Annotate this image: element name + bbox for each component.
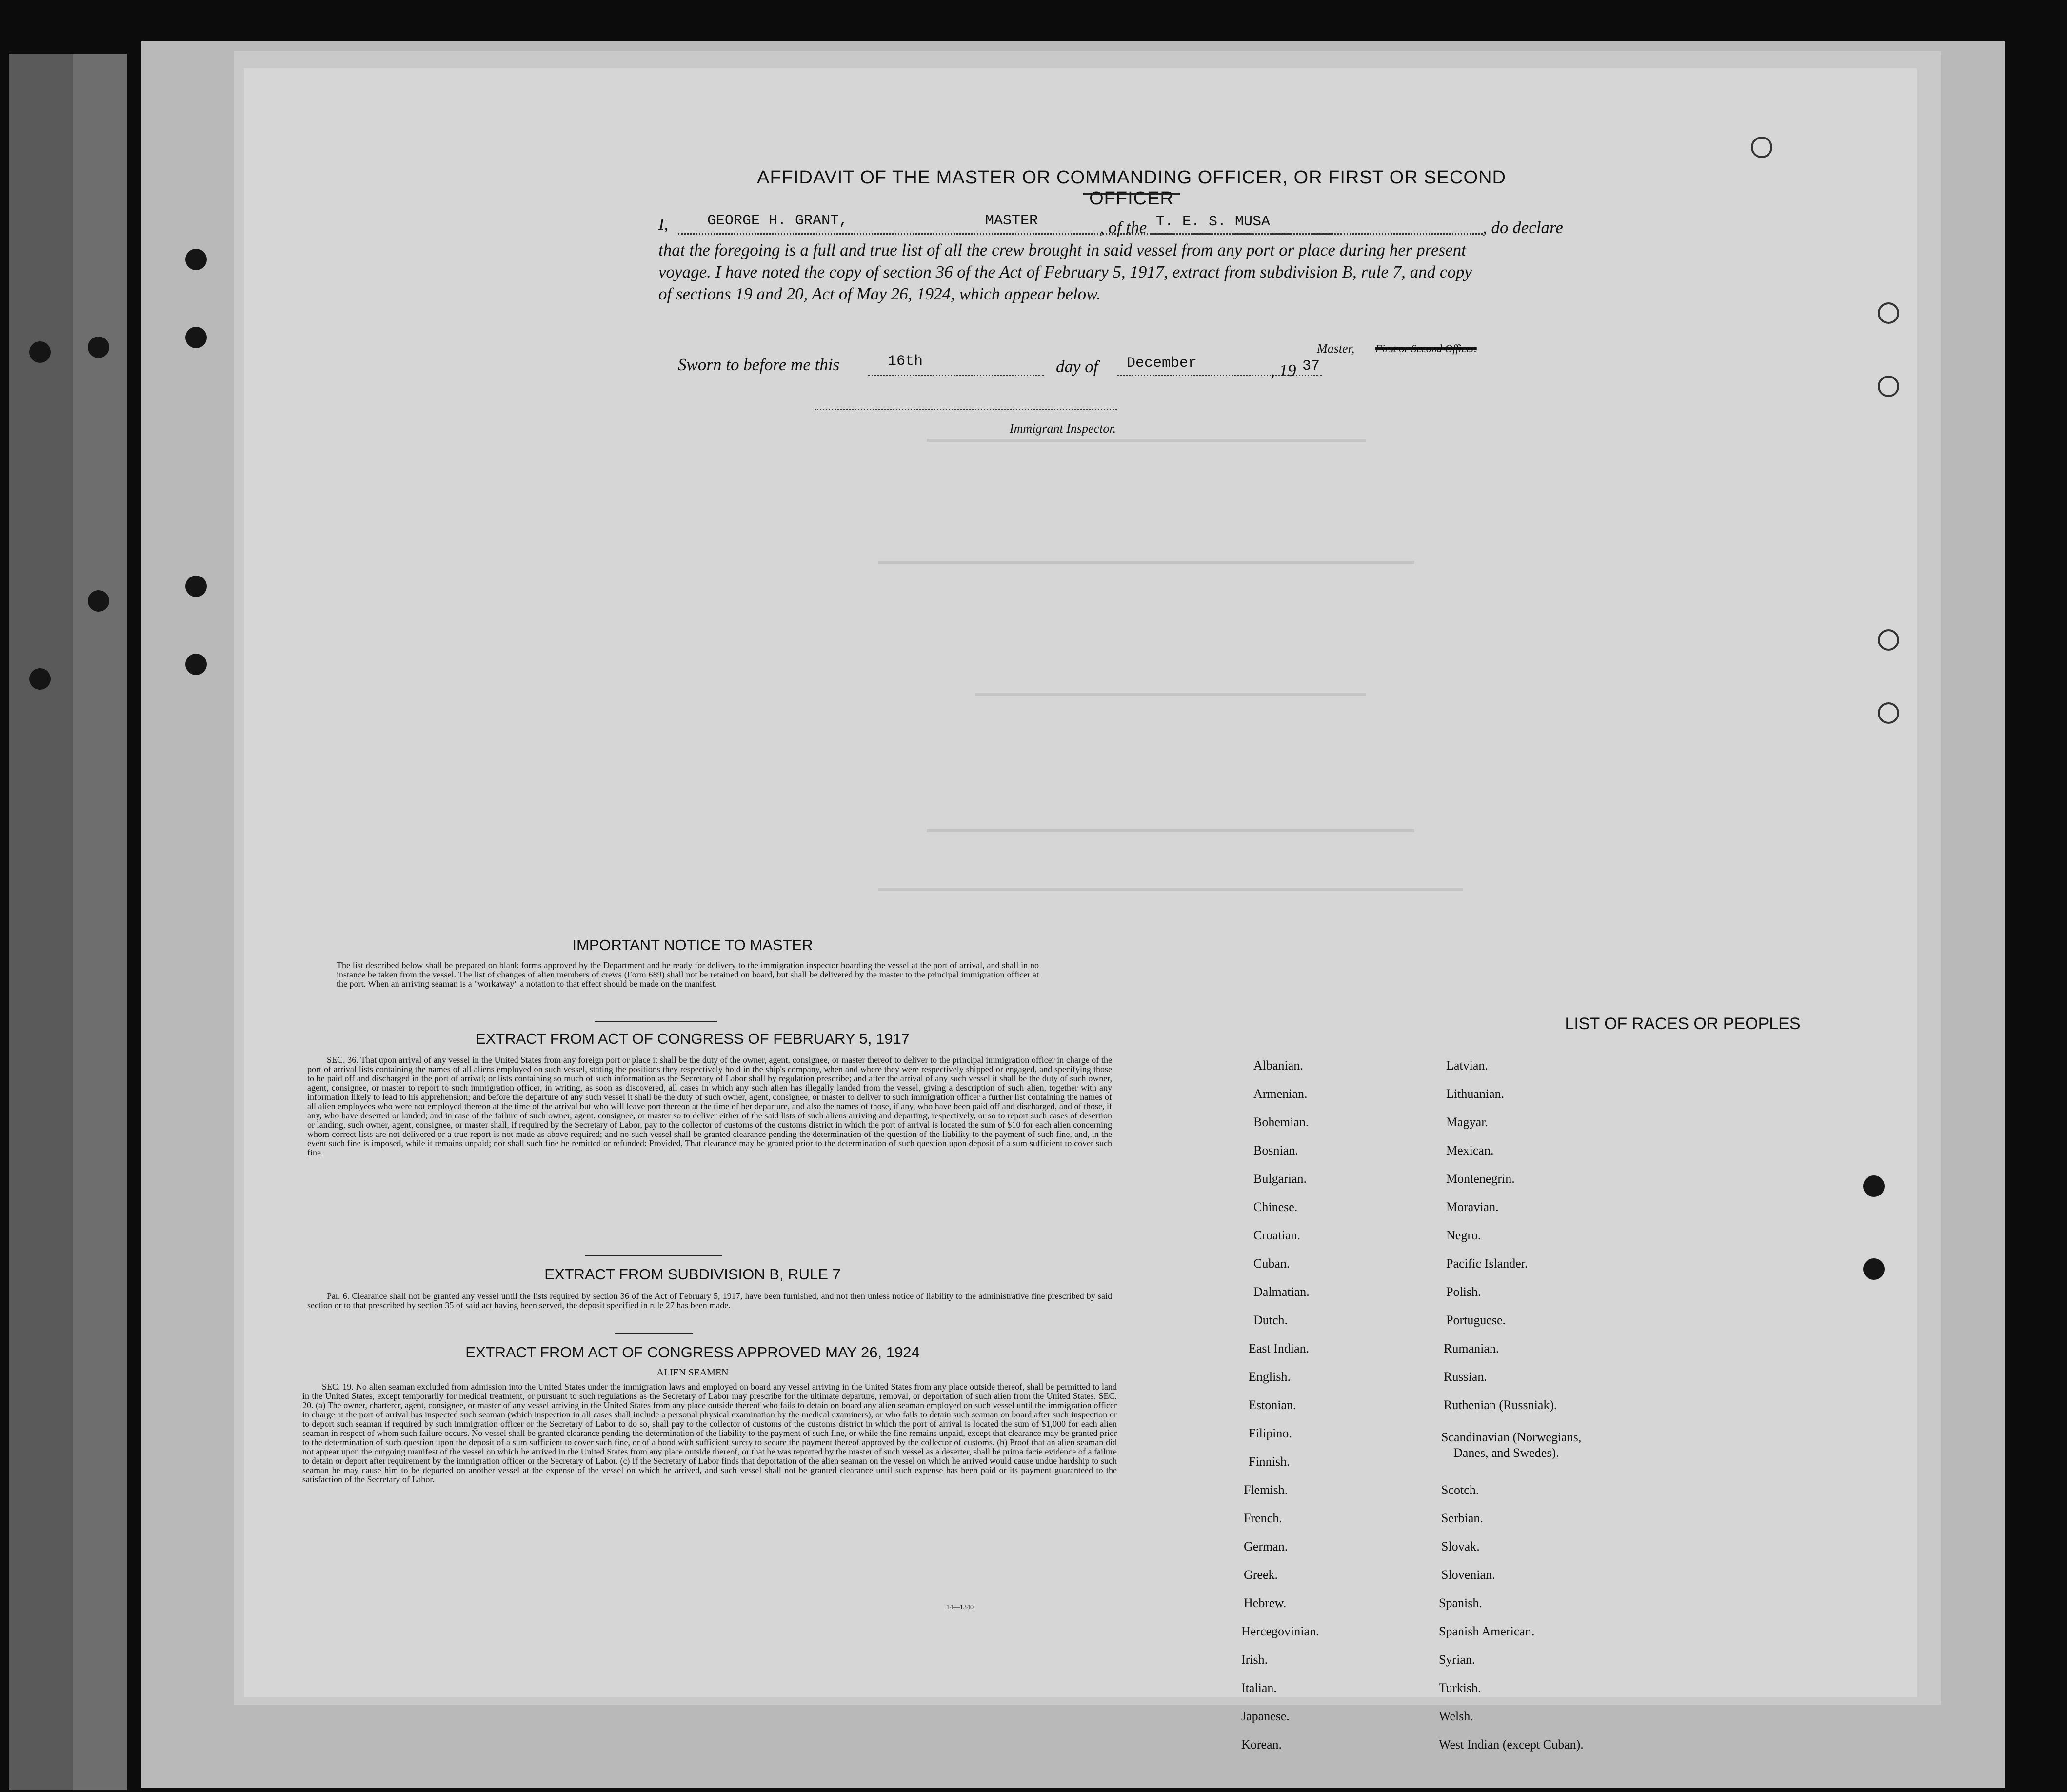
extract-1924-title: EXTRACT FROM ACT OF CONGRESS APPROVED MAY 26, 1924 — [465, 1344, 920, 1361]
bleed-through-line — [878, 888, 1463, 891]
race-right: Slovak. — [1441, 1539, 1480, 1553]
race-left: Dalmatian. — [1253, 1285, 1310, 1299]
extract-rule7-title: EXTRACT FROM SUBDIVISION B, RULE 7 — [544, 1266, 841, 1283]
race-right: West Indian (except Cuban). — [1439, 1737, 1584, 1752]
alien-seamen-subtitle: ALIEN SEAMEN — [656, 1367, 729, 1378]
day-of-label: day of — [1056, 357, 1098, 376]
struck-officer-text: First or Second Officer. — [1375, 342, 1477, 355]
race-left: Flemish. — [1244, 1483, 1288, 1497]
race-left: Finnish. — [1249, 1454, 1290, 1469]
punch-hole-icon — [185, 654, 207, 675]
race-right: Lithuanian. — [1446, 1087, 1505, 1101]
officer-rank: MASTER — [985, 213, 1038, 229]
punch-hole-icon — [1878, 376, 1899, 397]
race-right: Russian. — [1444, 1370, 1487, 1384]
race-left: Dutch. — [1253, 1313, 1288, 1327]
notice-text: The list described below shall be prepared on blank forms approved by the Department and be ready for delivery to the immigration inspector boarding the vessel at the port of arrival, and shall in no instance be taken from the vessel. The list of changes of alien members of crews (Form 689) shall not be retained on board, but shall be delivered by the master to the principal immigration officer at the port. When an arriving seaman is a "workaway" a notation to that effect should be made on the manifest. — [337, 960, 1039, 989]
punch-hole-icon — [1878, 629, 1899, 651]
race-left: Croatian. — [1253, 1228, 1301, 1242]
declare-label: , do declare — [1483, 218, 1563, 237]
race-right: Scandinavian (Norwegians, — [1441, 1430, 1582, 1444]
of-the-label: , of the — [1100, 218, 1147, 237]
vessel-blank — [1151, 233, 1483, 235]
binder-edge — [73, 54, 127, 1790]
race-left: Korean. — [1241, 1737, 1282, 1752]
race-left: German. — [1244, 1539, 1288, 1553]
race-right: Turkish. — [1439, 1681, 1481, 1695]
race-left: Hercegovinian. — [1241, 1624, 1319, 1638]
bleed-through-line — [878, 561, 1414, 564]
declaration-line: of sections 19 and 20, Act of May 26, 1924, which appear below. — [658, 284, 1101, 303]
title-rule — [1083, 193, 1180, 195]
binder-hole-icon — [88, 337, 109, 358]
section-rule — [615, 1333, 693, 1334]
race-left: East Indian. — [1249, 1341, 1310, 1355]
race-left: Estonian. — [1249, 1398, 1296, 1412]
race-right: Portuguese. — [1446, 1313, 1506, 1327]
punch-hole-icon — [1751, 137, 1772, 158]
race-right: Danes, and Swedes). — [1453, 1446, 1559, 1460]
declaration-text — [658, 239, 1809, 305]
race-left: Italian. — [1241, 1681, 1277, 1695]
declaration-line: that the foregoing is a full and true list of all the crew brought in said vessel from any port or place during her present — [658, 240, 1466, 259]
race-right: Spanish. — [1439, 1596, 1482, 1610]
race-right: Welsh. — [1439, 1709, 1473, 1723]
affidavit-title: AFFIDAVIT OF THE MASTER OR COMMANDING OFFICER, OR FIRST OR SECOND OFFICER — [757, 167, 1506, 209]
notice-title: IMPORTANT NOTICE TO MASTER — [572, 936, 813, 954]
race-left: Bosnian. — [1253, 1143, 1298, 1157]
race-left: Albanian. — [1253, 1058, 1303, 1073]
race-left: Bohemian. — [1253, 1115, 1309, 1129]
race-right: Polish. — [1446, 1285, 1481, 1299]
race-right: Montenegrin. — [1446, 1172, 1515, 1186]
day-blank — [868, 375, 1044, 376]
race-left: Irish. — [1241, 1653, 1268, 1667]
extract-1917-text: SEC. 36. That upon arrival of any vessel in the United States from any foreign port or place it shall be the duty of the owner, agent, consignee, or master thereof to deliver to the principal immigration officer in charge of the port of arrival lists containing the names of all aliens employed on such vessel, stating the positions they respectively hold in the ship's company, when and where they were respectively shipped or engaged, and specifying those to be paid off and discharged in the port of arrival; or lists containing so much of such information as the Secretary of Labor shall by regulation prescribe; and after the arrival of any such vessel it shall be the duty of such owner, agent, consignee, or master to report to such immigration officer, in writing, as soon as discovered, all cases in which any such alien has illegally landed from the vessel, giving a description of such alien, together with any information likely to lead to his apprehension; and before the departure of any such vessel it shall be the duty of such owner, agent, consignee, or master to deliver to such immigration officer a further list containing the names of all alien employees who were not employed thereon at the time of the arrival but who will leave port thereon at the time of her departure, and also the names of those, if any, who have been paid off and discharged, and of those, if any, who have deserted or landed; and in case of the failure of such owner, agent, consignee, or master so to deliver either of the said lists of such aliens arriving and departing, respectively, or so to report such cases of desertion or landing, such owner, agent, consignee, or master shall, if required by the Secretary of Labor, pay to the collector of customs of the customs district in which the port of arrival is located the sum of $10 for each alien concerning whom correct lists are not delivered or a true report is not made as above required; and no such vessel shall be granted clearance pending the determination of the question of the liability to the payment of such fine, and, in the event such fine is imposed, while it remains unpaid; nor shall such fine be remitted or refunded: Provided, That clearance may be granted prior to the determination of such question upon deposit of a sum sufficient to cover such fine. — [307, 1055, 1112, 1157]
punch-hole-icon — [1878, 702, 1899, 724]
section-rule — [595, 1021, 717, 1022]
bleed-through-line — [927, 439, 1366, 442]
inspector-signature-line — [815, 409, 1117, 410]
races-title: LIST OF RACES OR PEOPLES — [1565, 1015, 1801, 1033]
sworn-year: 37 — [1302, 358, 1320, 375]
punch-hole-icon — [185, 576, 207, 597]
race-left: Bulgarian. — [1253, 1172, 1307, 1186]
race-right: Serbian. — [1441, 1511, 1483, 1525]
race-right: Rumanian. — [1444, 1341, 1499, 1355]
race-right: Syrian. — [1439, 1653, 1475, 1667]
race-left: Greek. — [1244, 1568, 1278, 1582]
race-right: Slovenian. — [1441, 1568, 1495, 1582]
binder-hole-icon — [88, 590, 109, 612]
punch-hole-icon — [185, 327, 207, 348]
extract-1917-title: EXTRACT FROM ACT OF CONGRESS OF FEBRUARY 5, 1917 — [475, 1030, 910, 1047]
race-right: Moravian. — [1446, 1200, 1499, 1214]
binder-hole-icon — [29, 341, 51, 363]
form-number: 14—1340 — [946, 1604, 974, 1611]
extract-rule7-text: Par. 6. Clearance shall not be granted any vessel until the lists required by section 36 of the Act of February 5, 1917, have been furnished, and not then unless notice of liability to the administrative fine prescribed by said section or to that prescribed by section 35 of said act having been served, the deposit specified in rule 27 has been made. — [307, 1291, 1112, 1310]
bleed-through-line — [927, 829, 1414, 832]
inspector-label: Immigrant Inspector. — [1010, 421, 1116, 436]
race-right: Negro. — [1446, 1228, 1481, 1242]
race-right: Magyar. — [1446, 1115, 1488, 1129]
race-right: Pacific Islander. — [1446, 1256, 1528, 1271]
punch-hole-icon — [1878, 302, 1899, 324]
declaration-line: voyage. I have noted the copy of section 36 of the Act of February 5, 1917, extract from subdivision B, rule 7, and copy — [658, 262, 1472, 281]
race-right: Ruthenian (Russniak). — [1444, 1398, 1557, 1412]
race-right: Latvian. — [1446, 1058, 1488, 1073]
race-left: Hebrew. — [1244, 1596, 1287, 1610]
race-left: Japanese. — [1241, 1709, 1290, 1723]
punch-hole-icon — [1863, 1175, 1885, 1197]
sworn-label: Sworn to before me this — [678, 355, 840, 374]
year-prefix: , 19 — [1271, 361, 1296, 380]
punch-hole-icon — [1863, 1258, 1885, 1280]
race-left: Cuban. — [1253, 1256, 1290, 1271]
race-right: Spanish American. — [1439, 1624, 1535, 1638]
officer-name: GEORGE H. GRANT, — [707, 213, 848, 229]
i-label: I, — [658, 215, 669, 234]
master-label: Master, — [1317, 341, 1355, 356]
race-right: Mexican. — [1446, 1143, 1494, 1157]
affidavit-page — [244, 68, 1917, 1752]
extract-1924-text: SEC. 19. No alien seaman excluded from admission into the United States under the immigration laws and employed on board any vessel arriving in the United States from any place outside thereof, shall be permitted to land in the United States, except temporarily for medical treatment, or pursuant to such regulations as the Secretary of Labor may prescribe for the ultimate departure, removal, or deportation of such alien from the United States. SEC. 20. (a) The owner, charterer, agent, consignee, or master of any vessel arriving in the United States from any place outside thereof who fails to detain on board any alien seaman employed on such vessel until the immigration officer in charge at the port of arrival has inspected such seaman (which inspection in all cases shall include a personal physical examination by the medical examiners), or who fails to detain such seaman on board after such inspection or to deport such seaman if required by such immigration officer or the Secretary of Labor to do so, shall pay to the collector of customs of the customs district in which the port of arrival is located the sum of $1,000 for each alien seaman in respect of whom such failure occurs. No vessel shall be granted clearance pending the determination of the liability to the payment of such fine, or while the fine remains unpaid, except that clearance may be granted prior to the determination of such question upon the deposit of a sum sufficient to cover such fine, or of a bond with sufficient surety to secure the payment thereof approved by the collector of customs. (b) Proof that an alien seaman did not appear upon the outgoing manifest of the vessel on which he arrived in the United States from any place outside thereof, or that he was reported by the master of such vessel as a deserter, shall be prima facie evidence of a failure to detain or deport after requirement by the immigration officer or the Secretary of Labor. (c) If the Secretary of Labor finds that deportation of the alien seaman on the vessel on which he arrived would cause undue hardship to such seaman he may cause him to be deported on another vessel at the expense of the vessel on which he arrived, and such vessel shall not be granted clearance until such expense has been paid or its payment guaranteed to the satisfaction of the Secretary of Labor. — [302, 1382, 1117, 1484]
race-left: Armenian. — [1253, 1087, 1308, 1101]
vessel-name: T. E. S. MUSA — [1156, 214, 1271, 230]
binder-hole-icon — [29, 668, 51, 690]
sworn-month: December — [1127, 355, 1197, 372]
race-left: Chinese. — [1253, 1200, 1298, 1214]
punch-hole-icon — [185, 249, 207, 270]
race-right: Scotch. — [1441, 1483, 1479, 1497]
bleed-through-line — [975, 693, 1366, 696]
sworn-day: 16th — [888, 353, 923, 370]
section-rule — [585, 1255, 722, 1256]
race-left: French. — [1244, 1511, 1282, 1525]
race-left: English. — [1249, 1370, 1291, 1384]
race-left: Filipino. — [1249, 1426, 1292, 1440]
